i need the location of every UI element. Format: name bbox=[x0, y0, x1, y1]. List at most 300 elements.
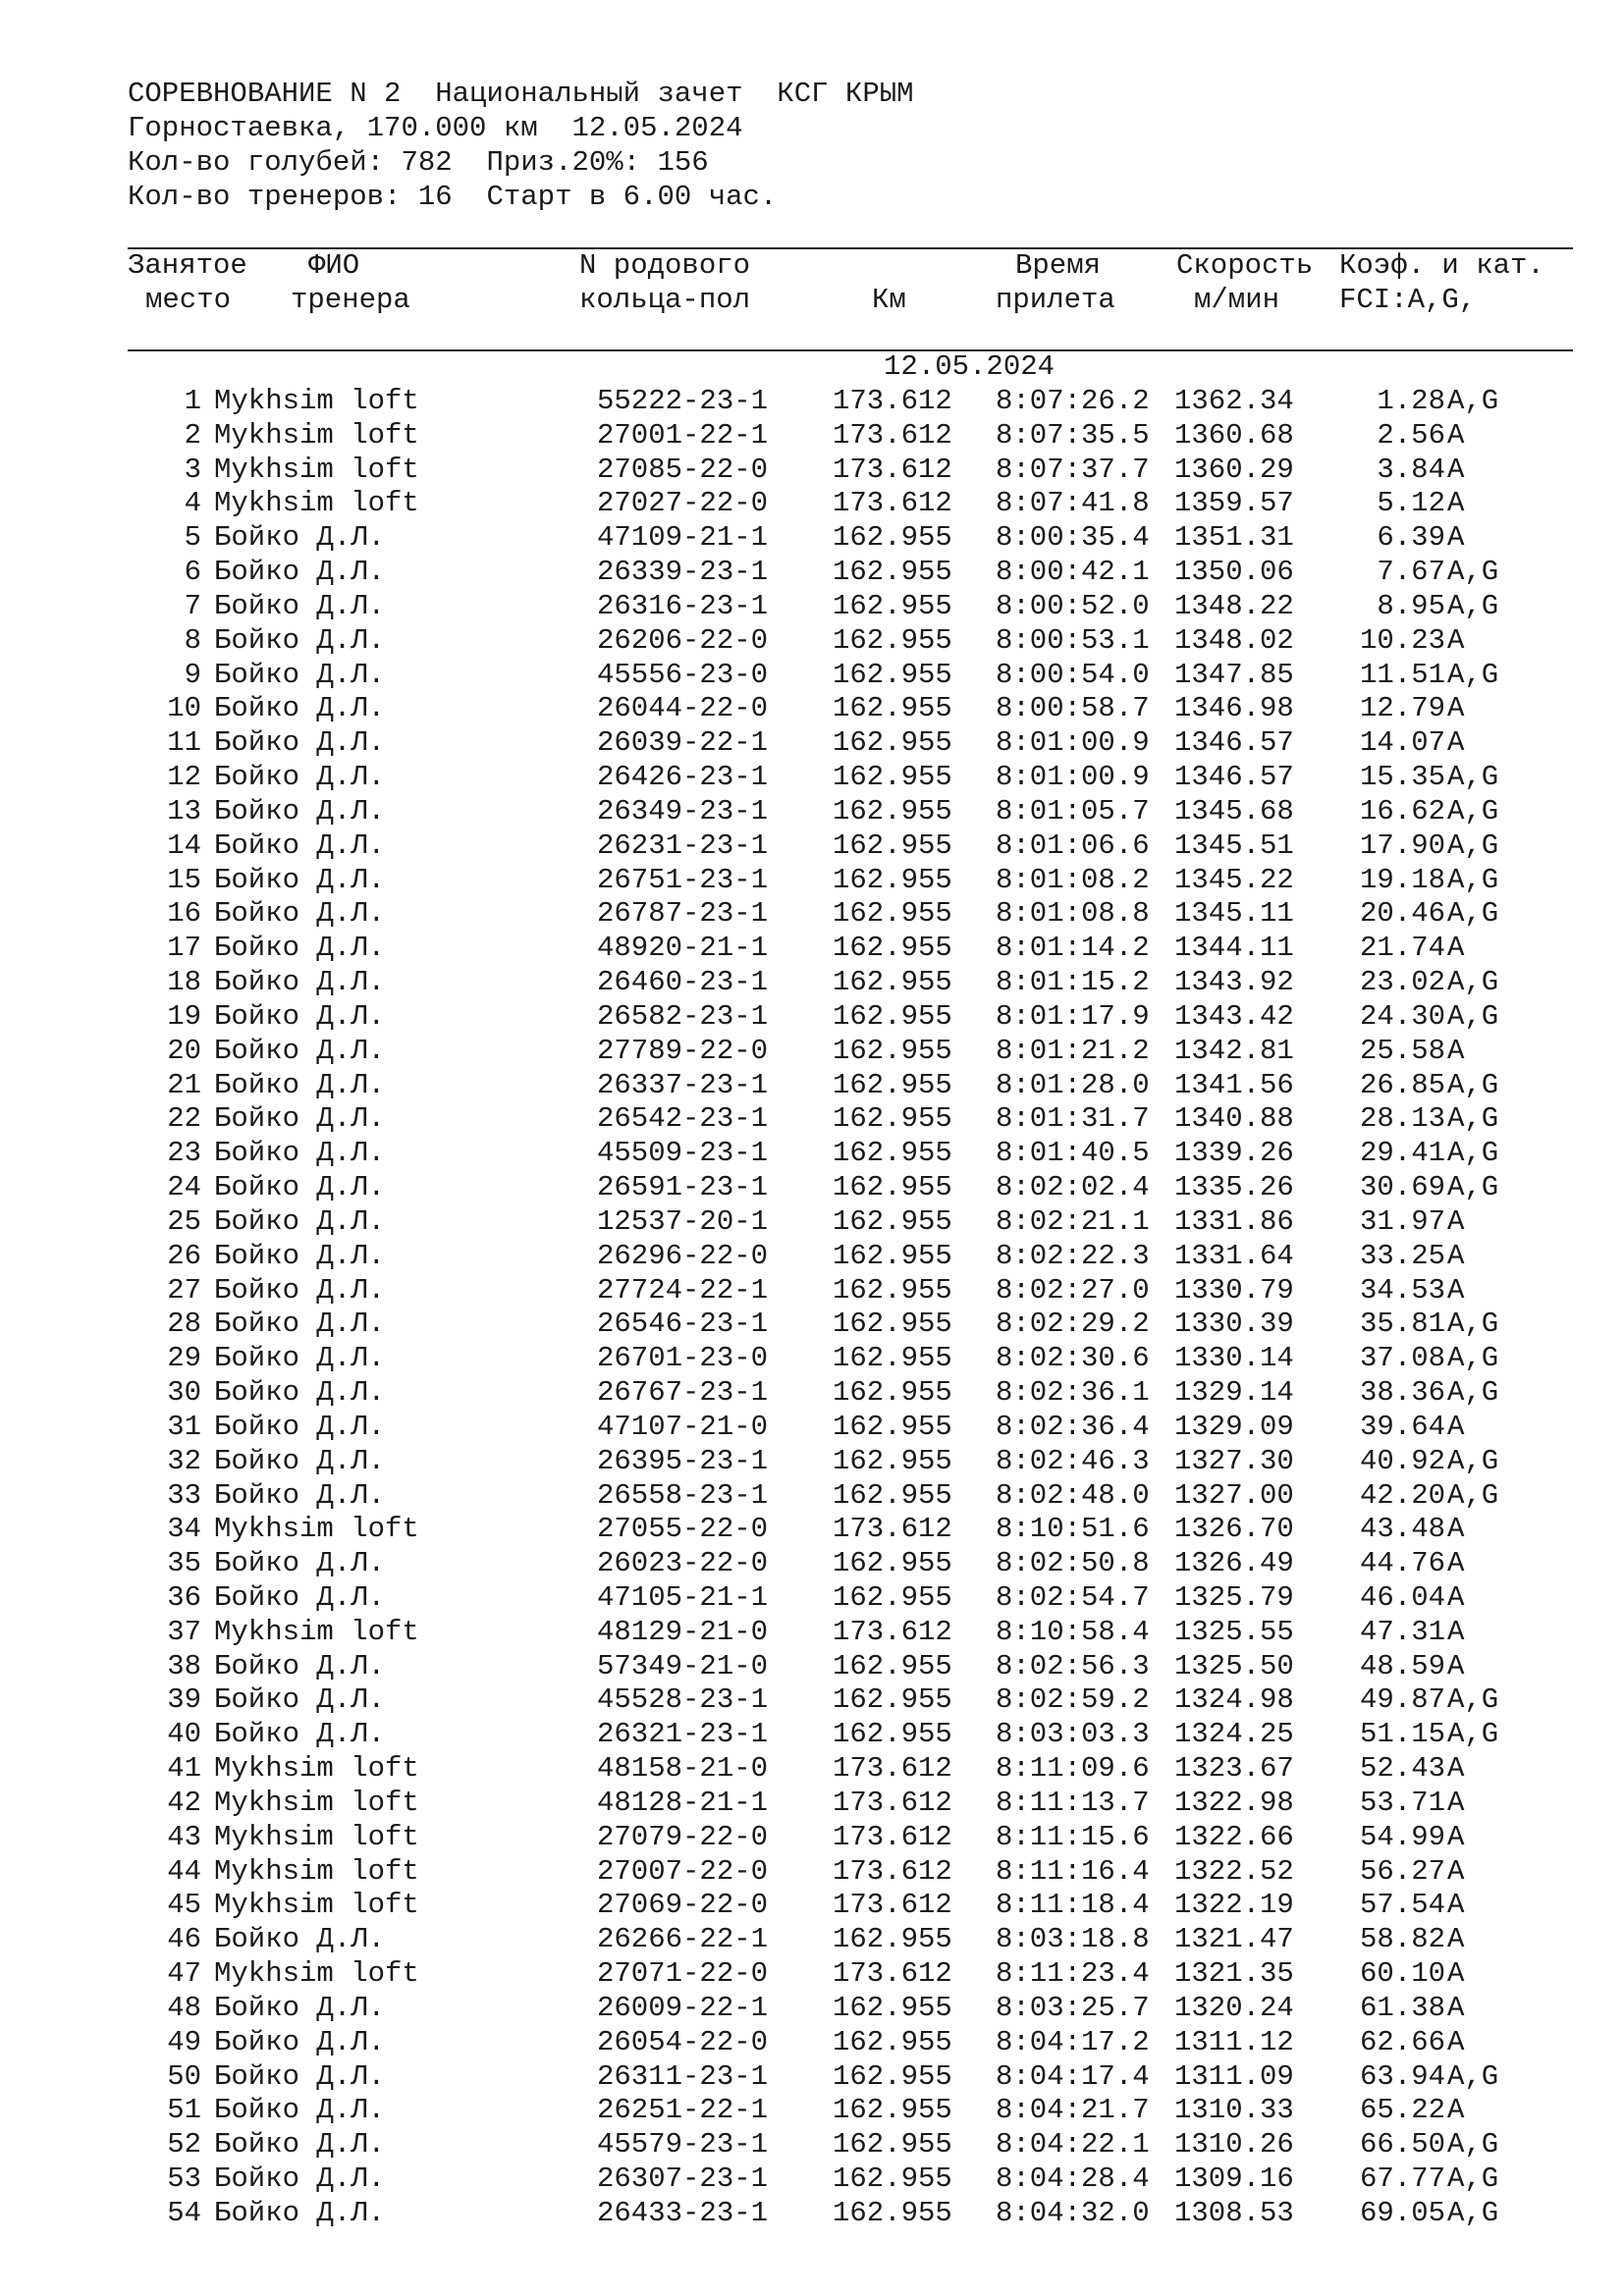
cell-time: 8:04:22.1 bbox=[996, 2128, 1150, 2162]
cell-time: 8:01:05.7 bbox=[996, 794, 1150, 828]
cell-cat: A bbox=[1447, 1204, 1465, 1238]
cell-ring: 47105-21-1 bbox=[597, 1580, 769, 1614]
cell-speed: 1323.67 bbox=[1174, 1752, 1294, 1786]
cell-speed: 1330.39 bbox=[1174, 1308, 1294, 1341]
cell-cat: A bbox=[1447, 1649, 1465, 1682]
cell-cat: A bbox=[1447, 521, 1465, 555]
cell-ring: 45509-23-1 bbox=[597, 1137, 769, 1170]
cell-ring: 26316-23-1 bbox=[597, 589, 769, 622]
cell-coef: 21.74 bbox=[1359, 932, 1445, 965]
cell-place: 16 bbox=[167, 897, 201, 931]
cell-km: 162.955 bbox=[833, 1478, 952, 1512]
table-row bbox=[0, 520, 1624, 555]
cell-ring: 26395-23-1 bbox=[597, 1444, 769, 1477]
cell-name: Бойко Д.Л. bbox=[214, 726, 386, 760]
cell-ring: 26039-22-1 bbox=[597, 726, 769, 760]
cell-km: 162.955 bbox=[833, 1547, 952, 1580]
cell-place: 24 bbox=[167, 1171, 201, 1204]
cell-cat: A bbox=[1447, 453, 1465, 486]
cell-name: Бойко Д.Л. bbox=[214, 1991, 386, 2024]
cell-coef: 26.85 bbox=[1359, 1068, 1445, 1101]
table-row bbox=[0, 725, 1624, 760]
cell-time: 8:00:58.7 bbox=[996, 692, 1150, 725]
cell-km: 173.612 bbox=[833, 1889, 952, 1922]
cell-place: 42 bbox=[167, 1786, 201, 1819]
cell-name: Бойко Д.Л. bbox=[214, 761, 386, 794]
cell-speed: 1344.11 bbox=[1174, 932, 1294, 965]
cell-name: Бойко Д.Л. bbox=[214, 556, 386, 589]
cell-place: 25 bbox=[167, 1204, 201, 1238]
cell-speed: 1345.11 bbox=[1174, 897, 1294, 931]
cell-km: 162.955 bbox=[833, 2128, 952, 2162]
cell-km: 162.955 bbox=[833, 623, 952, 657]
cell-cat: A,G bbox=[1447, 1683, 1499, 1717]
table-row bbox=[0, 1512, 1624, 1546]
cell-speed: 1326.49 bbox=[1174, 1547, 1294, 1580]
cell-place: 46 bbox=[167, 1923, 201, 1956]
cell-cat: A bbox=[1447, 1923, 1465, 1956]
table-row bbox=[0, 1307, 1624, 1341]
cell-coef: 20.46 bbox=[1359, 897, 1445, 931]
cell-speed: 1335.26 bbox=[1174, 1171, 1294, 1204]
cell-place: 14 bbox=[167, 828, 201, 862]
cell-ring: 48920-21-1 bbox=[597, 932, 769, 965]
cell-km: 162.955 bbox=[833, 794, 952, 828]
cell-name: Mykhsim loft bbox=[214, 418, 419, 452]
cell-coef: 46.04 bbox=[1359, 1580, 1445, 1614]
cell-coef: 30.69 bbox=[1359, 1171, 1445, 1204]
table-row bbox=[0, 453, 1624, 487]
table-row bbox=[0, 1136, 1624, 1170]
cell-name: Бойко Д.Л. bbox=[214, 897, 386, 931]
cell-place: 22 bbox=[167, 1102, 201, 1136]
cell-speed: 1325.55 bbox=[1174, 1615, 1294, 1648]
table-row bbox=[0, 2196, 1624, 2230]
cell-ring: 27085-22-0 bbox=[597, 453, 769, 486]
cell-cat: A,G bbox=[1447, 589, 1499, 622]
col-time-head-1: Время bbox=[1015, 249, 1102, 282]
cell-name: Бойко Д.Л. bbox=[214, 1308, 386, 1341]
cell-time: 8:03:03.3 bbox=[996, 1718, 1150, 1751]
cell-speed: 1322.52 bbox=[1174, 1854, 1294, 1888]
cell-time: 8:07:26.2 bbox=[996, 385, 1150, 417]
cell-name: Бойко Д.Л. bbox=[214, 658, 386, 691]
cell-place: 5 bbox=[184, 521, 201, 555]
cell-coef: 48.59 bbox=[1359, 1649, 1445, 1682]
cell-km: 162.955 bbox=[833, 1991, 952, 2024]
table-row bbox=[0, 1170, 1624, 1204]
cell-km: 162.955 bbox=[833, 1239, 952, 1272]
col-ring-head-2: кольца-пол bbox=[579, 284, 751, 316]
cell-coef: 11.51 bbox=[1359, 658, 1445, 691]
table-row bbox=[0, 691, 1624, 725]
cell-name: Бойко Д.Л. bbox=[214, 1273, 386, 1307]
cell-name: Бойко Д.Л. bbox=[214, 2128, 386, 2162]
cell-ring: 26231-23-1 bbox=[597, 828, 769, 862]
cell-ring: 27069-22-0 bbox=[597, 1889, 769, 1922]
cell-time: 8:10:58.4 bbox=[996, 1615, 1150, 1648]
cell-coef: 24.30 bbox=[1359, 999, 1445, 1033]
cell-time: 8:01:15.2 bbox=[996, 966, 1150, 999]
cell-name: Бойко Д.Л. bbox=[214, 1649, 386, 1682]
cell-place: 44 bbox=[167, 1854, 201, 1888]
cell-km: 173.612 bbox=[833, 1957, 952, 1991]
cell-name: Бойко Д.Л. bbox=[214, 1068, 386, 1101]
cell-ring: 48129-21-0 bbox=[597, 1615, 769, 1648]
cell-place: 53 bbox=[167, 2163, 201, 2196]
table-row bbox=[0, 555, 1624, 589]
cell-ring: 26767-23-1 bbox=[597, 1376, 769, 1410]
cell-cat: A bbox=[1447, 1580, 1465, 1614]
cell-coef: 12.79 bbox=[1359, 692, 1445, 725]
cell-cat: A,G bbox=[1447, 863, 1499, 896]
cell-speed: 1322.19 bbox=[1174, 1889, 1294, 1922]
cell-cat: A,G bbox=[1447, 761, 1499, 794]
cell-time: 8:02:27.0 bbox=[996, 1273, 1150, 1307]
cell-place: 12 bbox=[167, 761, 201, 794]
cell-speed: 1310.33 bbox=[1174, 2094, 1294, 2127]
cell-place: 51 bbox=[167, 2094, 201, 2127]
cell-cat: A bbox=[1447, 692, 1465, 725]
cell-speed: 1345.22 bbox=[1174, 863, 1294, 896]
cell-speed: 1362.34 bbox=[1174, 385, 1294, 417]
cell-cat: A bbox=[1447, 623, 1465, 657]
cell-name: Бойко Д.Л. bbox=[214, 999, 386, 1033]
cell-place: 26 bbox=[167, 1239, 201, 1272]
results-table bbox=[0, 384, 1624, 2230]
cell-cat: A,G bbox=[1447, 794, 1499, 828]
cell-coef: 29.41 bbox=[1359, 1137, 1445, 1170]
cell-speed: 1311.12 bbox=[1174, 2025, 1294, 2058]
cell-km: 162.955 bbox=[833, 1683, 952, 1717]
cell-cat: A bbox=[1447, 2094, 1465, 2127]
cell-speed: 1359.57 bbox=[1174, 487, 1294, 520]
cell-km: 162.955 bbox=[833, 2163, 952, 2196]
cell-ring: 26009-22-1 bbox=[597, 1991, 769, 2024]
cell-coef: 15.35 bbox=[1359, 761, 1445, 794]
cell-name: Бойко Д.Л. bbox=[214, 2196, 386, 2229]
cell-time: 8:02:29.2 bbox=[996, 1308, 1150, 1341]
cell-time: 8:04:17.2 bbox=[996, 2025, 1150, 2058]
cell-time: 8:00:52.0 bbox=[996, 589, 1150, 622]
table-row bbox=[0, 384, 1624, 418]
cell-place: 28 bbox=[167, 1308, 201, 1341]
cell-name: Бойко Д.Л. bbox=[214, 1102, 386, 1136]
cell-place: 45 bbox=[167, 1889, 201, 1922]
cell-speed: 1322.98 bbox=[1174, 1786, 1294, 1819]
table-row bbox=[0, 1034, 1624, 1068]
cell-km: 162.955 bbox=[833, 1444, 952, 1477]
table-row bbox=[0, 965, 1624, 999]
cell-place: 41 bbox=[167, 1752, 201, 1786]
cell-time: 8:11:23.4 bbox=[996, 1957, 1150, 1991]
cell-km: 162.955 bbox=[833, 1718, 952, 1751]
cell-place: 43 bbox=[167, 1820, 201, 1853]
cell-ring: 27055-22-0 bbox=[597, 1513, 769, 1546]
col-speed-head-2: м/мин bbox=[1194, 284, 1280, 316]
cell-time: 8:02:30.6 bbox=[996, 1342, 1150, 1375]
cell-ring: 26023-22-0 bbox=[597, 1547, 769, 1580]
cell-ring: 26296-22-0 bbox=[597, 1239, 769, 1272]
cell-coef: 7.67 bbox=[1377, 556, 1445, 589]
cell-speed: 1346.57 bbox=[1174, 726, 1294, 760]
cell-ring: 12537-20-1 bbox=[597, 1204, 769, 1238]
col-coef-head-2: FCI:A,G, bbox=[1339, 284, 1477, 316]
cell-time: 8:11:09.6 bbox=[996, 1752, 1150, 1786]
table-row bbox=[0, 1820, 1624, 1854]
cell-km: 162.955 bbox=[833, 1171, 952, 1204]
cell-km: 162.955 bbox=[833, 863, 952, 896]
cell-km: 173.612 bbox=[833, 453, 952, 486]
table-row bbox=[0, 794, 1624, 828]
cell-cat: A bbox=[1447, 1786, 1465, 1819]
col-km-head: Км bbox=[872, 284, 906, 316]
cell-time: 8:01:00.9 bbox=[996, 761, 1150, 794]
cell-name: Бойко Д.Л. bbox=[214, 1342, 386, 1375]
table-row bbox=[0, 1922, 1624, 1956]
cell-name: Бойко Д.Л. bbox=[214, 692, 386, 725]
cell-ring: 47107-21-0 bbox=[597, 1410, 769, 1443]
table-row bbox=[0, 1546, 1624, 1580]
cell-time: 8:01:06.6 bbox=[996, 828, 1150, 862]
cell-time: 8:10:51.6 bbox=[996, 1513, 1150, 1546]
cell-cat: A,G bbox=[1447, 1102, 1499, 1136]
cell-time: 8:02:48.0 bbox=[996, 1478, 1150, 1512]
cell-place: 47 bbox=[167, 1957, 201, 1991]
cell-cat: A,G bbox=[1447, 2128, 1499, 2162]
cell-speed: 1324.98 bbox=[1174, 1683, 1294, 1717]
cell-name: Бойко Д.Л. bbox=[214, 2163, 386, 2196]
cell-name: Mykhsim loft bbox=[214, 453, 419, 486]
cell-coef: 43.48 bbox=[1359, 1513, 1445, 1546]
cell-time: 8:01:21.2 bbox=[996, 1034, 1150, 1067]
cell-km: 162.955 bbox=[833, 1410, 952, 1443]
cell-name: Mykhsim loft bbox=[214, 1957, 419, 1991]
cell-speed: 1311.09 bbox=[1174, 2059, 1294, 2093]
cell-speed: 1350.06 bbox=[1174, 556, 1294, 589]
cell-ring: 26339-23-1 bbox=[597, 556, 769, 589]
cell-name: Бойко Д.Л. bbox=[214, 589, 386, 622]
cell-ring: 26558-23-1 bbox=[597, 1478, 769, 1512]
cell-km: 162.955 bbox=[833, 1376, 952, 1410]
cell-speed: 1309.16 bbox=[1174, 2163, 1294, 2196]
col-time-head-2: прилета bbox=[996, 284, 1115, 316]
cell-ring: 48158-21-0 bbox=[597, 1752, 769, 1786]
cell-km: 162.955 bbox=[833, 589, 952, 622]
cell-speed: 1348.02 bbox=[1174, 623, 1294, 657]
cell-cat: A,G bbox=[1447, 1444, 1499, 1477]
cell-time: 8:02:50.8 bbox=[996, 1547, 1150, 1580]
cell-speed: 1346.98 bbox=[1174, 692, 1294, 725]
cell-ring: 26751-23-1 bbox=[597, 863, 769, 896]
cell-time: 8:02:36.1 bbox=[996, 1376, 1150, 1410]
cell-time: 8:01:28.0 bbox=[996, 1068, 1150, 1101]
cell-coef: 53.71 bbox=[1359, 1786, 1445, 1819]
cell-time: 8:03:25.7 bbox=[996, 1991, 1150, 2024]
cell-place: 29 bbox=[167, 1342, 201, 1375]
table-row bbox=[0, 1410, 1624, 1444]
birds-count: Кол-во голубей: 782 Приз.20%: 156 bbox=[128, 146, 709, 179]
cell-speed: 1339.26 bbox=[1174, 1137, 1294, 1170]
cell-km: 162.955 bbox=[833, 828, 952, 862]
cell-time: 8:00:53.1 bbox=[996, 623, 1150, 657]
cell-name: Mykhsim loft bbox=[214, 385, 419, 417]
cell-place: 48 bbox=[167, 1991, 201, 2024]
cell-ring: 26266-22-1 bbox=[597, 1923, 769, 1956]
cell-ring: 26349-23-1 bbox=[597, 794, 769, 828]
cell-cat: A bbox=[1447, 2025, 1465, 2058]
cell-name: Mykhsim loft bbox=[214, 1752, 419, 1786]
cell-time: 8:11:16.4 bbox=[996, 1854, 1150, 1888]
cell-cat: A,G bbox=[1447, 556, 1499, 589]
cell-cat: A bbox=[1447, 1820, 1465, 1853]
table-row bbox=[0, 1615, 1624, 1649]
cell-ring: 26701-23-0 bbox=[597, 1342, 769, 1375]
cell-time: 8:00:42.1 bbox=[996, 556, 1150, 589]
cell-coef: 57.54 bbox=[1359, 1889, 1445, 1922]
cell-time: 8:02:22.3 bbox=[996, 1239, 1150, 1272]
cell-name: Бойко Д.Л. bbox=[214, 1580, 386, 1614]
cell-coef: 67.77 bbox=[1359, 2163, 1445, 2196]
cell-ring: 27789-22-0 bbox=[597, 1034, 769, 1067]
cell-ring: 26251-22-1 bbox=[597, 2094, 769, 2127]
cell-coef: 31.97 bbox=[1359, 1204, 1445, 1238]
cell-speed: 1310.26 bbox=[1174, 2128, 1294, 2162]
cell-ring: 26054-22-0 bbox=[597, 2025, 769, 2058]
cell-time: 8:02:02.4 bbox=[996, 1171, 1150, 1204]
cell-cat: A bbox=[1447, 1410, 1465, 1443]
cell-speed: 1327.30 bbox=[1174, 1444, 1294, 1477]
cell-cat: A,G bbox=[1447, 1478, 1499, 1512]
cell-cat: A bbox=[1447, 726, 1465, 760]
cell-time: 8:11:15.6 bbox=[996, 1820, 1150, 1853]
cell-coef: 51.15 bbox=[1359, 1718, 1445, 1751]
cell-name: Mykhsim loft bbox=[214, 1889, 419, 1922]
cell-speed: 1341.56 bbox=[1174, 1068, 1294, 1101]
cell-time: 8:11:13.7 bbox=[996, 1786, 1150, 1819]
cell-coef: 63.94 bbox=[1359, 2059, 1445, 2093]
col-name-head-1: ФИО bbox=[308, 249, 360, 282]
cell-time: 8:02:54.7 bbox=[996, 1580, 1150, 1614]
cell-cat: A,G bbox=[1447, 2196, 1499, 2229]
cell-coef: 62.66 bbox=[1359, 2025, 1445, 2058]
cell-place: 17 bbox=[167, 932, 201, 965]
table-row bbox=[0, 2093, 1624, 2127]
cell-km: 162.955 bbox=[833, 658, 952, 691]
cell-name: Бойко Д.Л. bbox=[214, 1718, 386, 1751]
cell-km: 162.955 bbox=[833, 1273, 952, 1307]
col-speed-head-1: Скорость bbox=[1176, 249, 1314, 282]
table-row bbox=[0, 486, 1624, 520]
cell-ring: 57349-21-0 bbox=[597, 1649, 769, 1682]
cell-coef: 3.84 bbox=[1377, 453, 1445, 486]
cell-speed: 1329.09 bbox=[1174, 1410, 1294, 1443]
table-row bbox=[0, 1580, 1624, 1615]
cell-place: 20 bbox=[167, 1034, 201, 1067]
cell-place: 49 bbox=[167, 2025, 201, 2058]
cell-ring: 27079-22-0 bbox=[597, 1820, 769, 1853]
cell-time: 8:04:21.7 bbox=[996, 2094, 1150, 2127]
col-place-head-2: место bbox=[145, 284, 232, 316]
table-row bbox=[0, 1751, 1624, 1786]
cell-speed: 1351.31 bbox=[1174, 521, 1294, 555]
table-row bbox=[0, 418, 1624, 453]
cell-km: 162.955 bbox=[833, 932, 952, 965]
cell-time: 8:01:14.2 bbox=[996, 932, 1150, 965]
cell-ring: 45528-23-1 bbox=[597, 1683, 769, 1717]
cell-speed: 1321.35 bbox=[1174, 1957, 1294, 1991]
cell-cat: A bbox=[1447, 1991, 1465, 2024]
cell-km: 162.955 bbox=[833, 761, 952, 794]
cell-ring: 26307-23-1 bbox=[597, 2163, 769, 2196]
cell-coef: 5.12 bbox=[1377, 487, 1445, 520]
cell-coef: 42.20 bbox=[1359, 1478, 1445, 1512]
cell-speed: 1322.66 bbox=[1174, 1820, 1294, 1853]
cell-cat: A,G bbox=[1447, 1376, 1499, 1410]
cell-place: 34 bbox=[167, 1513, 201, 1546]
cell-time: 8:02:36.4 bbox=[996, 1410, 1150, 1443]
table-row bbox=[0, 931, 1624, 965]
cell-km: 162.955 bbox=[833, 1923, 952, 1956]
cell-km: 173.612 bbox=[833, 385, 952, 417]
cell-speed: 1347.85 bbox=[1174, 658, 1294, 691]
cell-time: 8:01:08.8 bbox=[996, 897, 1150, 931]
table-row bbox=[0, 1068, 1624, 1102]
cell-km: 162.955 bbox=[833, 521, 952, 555]
release-location: Горностаевка, 170.000 км 12.05.2024 bbox=[128, 112, 743, 144]
cell-cat: A bbox=[1447, 1889, 1465, 1922]
cell-speed: 1348.22 bbox=[1174, 589, 1294, 622]
cell-place: 15 bbox=[167, 863, 201, 896]
cell-coef: 23.02 bbox=[1359, 966, 1445, 999]
cell-km: 162.955 bbox=[833, 2094, 952, 2127]
cell-coef: 69.05 bbox=[1359, 2196, 1445, 2229]
cell-ring: 27007-22-0 bbox=[597, 1854, 769, 1888]
table-row bbox=[0, 589, 1624, 623]
cell-coef: 44.76 bbox=[1359, 1547, 1445, 1580]
cell-place: 37 bbox=[167, 1615, 201, 1648]
header-bottom-rule bbox=[128, 349, 1573, 351]
cell-speed: 1325.50 bbox=[1174, 1649, 1294, 1682]
cell-km: 162.955 bbox=[833, 1308, 952, 1341]
cell-km: 162.955 bbox=[833, 897, 952, 931]
cell-ring: 26426-23-1 bbox=[597, 761, 769, 794]
cell-name: Бойко Д.Л. bbox=[214, 1547, 386, 1580]
cell-speed: 1345.51 bbox=[1174, 828, 1294, 862]
cell-cat: A,G bbox=[1447, 966, 1499, 999]
cell-ring: 26591-23-1 bbox=[597, 1171, 769, 1204]
cell-place: 35 bbox=[167, 1547, 201, 1580]
cell-name: Mykhsim loft bbox=[214, 487, 419, 520]
cell-speed: 1331.86 bbox=[1174, 1204, 1294, 1238]
cell-speed: 1343.42 bbox=[1174, 999, 1294, 1033]
cell-km: 162.955 bbox=[833, 2025, 952, 2058]
cell-speed: 1327.00 bbox=[1174, 1478, 1294, 1512]
cell-coef: 65.22 bbox=[1359, 2094, 1445, 2127]
cell-cat: A,G bbox=[1447, 1718, 1499, 1751]
cell-coef: 10.23 bbox=[1359, 623, 1445, 657]
cell-km: 162.955 bbox=[833, 1034, 952, 1067]
cell-km: 162.955 bbox=[833, 1102, 952, 1136]
table-row bbox=[0, 658, 1624, 692]
cell-speed: 1340.88 bbox=[1174, 1102, 1294, 1136]
cell-coef: 1.28 bbox=[1377, 385, 1445, 417]
cell-speed: 1360.29 bbox=[1174, 453, 1294, 486]
cell-time: 8:04:28.4 bbox=[996, 2163, 1150, 2196]
cell-speed: 1330.79 bbox=[1174, 1273, 1294, 1307]
cell-km: 162.955 bbox=[833, 726, 952, 760]
cell-name: Бойко Д.Л. bbox=[214, 1137, 386, 1170]
